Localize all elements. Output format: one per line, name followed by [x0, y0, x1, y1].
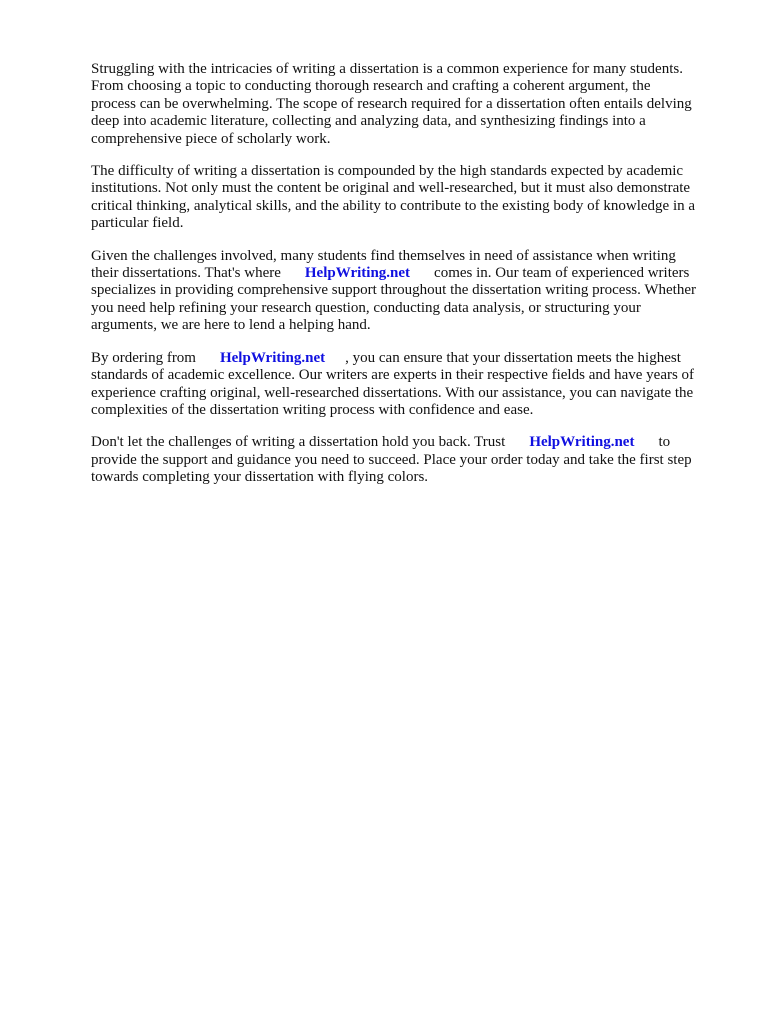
paragraph-difficulty [91, 163, 721, 233]
text-line: institutions. Not only must the content be original and well-researched, but it must also demonstrate [91, 180, 691, 197]
text-fragment: By ordering from [91, 349, 196, 366]
helpwriting-link[interactable]: HelpWriting.net [529, 434, 635, 451]
text-fragment: their dissertations. That's where [91, 265, 281, 282]
text-line [91, 350, 721, 367]
text-line [91, 265, 721, 282]
helpwriting-link[interactable]: HelpWriting.net [304, 265, 411, 282]
paragraph-closing [91, 434, 721, 486]
text-line: standards of academic excellence. Our writers are experts in their respective fields and have years of [91, 367, 695, 384]
document-page [91, 61, 721, 502]
paragraph-intro [91, 61, 721, 148]
text-line: particular field. [91, 215, 184, 232]
text-line: From choosing a topic to conducting thorough research and crafting a coherent argument, the [91, 78, 651, 95]
text-fragment: Don't let the challenges of writing a dissertation hold you back. Trust [91, 434, 506, 451]
text-line [91, 434, 721, 451]
text-fragment: , you can ensure that your dissertation meets the highest [345, 349, 681, 366]
text-line: process can be overwhelming. The scope of research required for a dissertation often entails delving [91, 95, 692, 112]
text-line: you need help refining your research question, conducting data analysis, or structuring your [91, 299, 641, 316]
text-line: critical thinking, analytical skills, and the ability to contribute to the existing body of knowledge in a [91, 197, 696, 214]
text-fragment: to [658, 434, 671, 451]
text-line: deep into academic literature, collecting and analyzing data, and synthesizing findings into a [91, 113, 646, 130]
helpwriting-link[interactable]: HelpWriting.net [219, 349, 326, 366]
text-line: specializes in providing comprehensive support throughout the dissertation writing process. Whether [91, 282, 697, 299]
text-line: experience crafting original, well-researched dissertations. With our assistance, you can navigate the [91, 384, 694, 401]
paragraph-ordering [91, 350, 721, 420]
text-line: The difficulty of writing a dissertation is compounded by the high standards expected by academic [91, 163, 684, 180]
text-line: Given the challenges involved, many students find themselves in need of assistance when writing [91, 247, 676, 264]
text-line: towards completing your dissertation with flying colors. [91, 469, 429, 486]
text-fragment: comes in. Our team of experienced writers [434, 265, 690, 282]
text-line: comprehensive piece of scholarly work. [91, 130, 331, 147]
paragraph-challenges [91, 248, 721, 335]
text-line: complexities of the dissertation writing process with confidence and ease. [91, 401, 534, 418]
text-line: provide the support and guidance you need to succeed. Place your order today and take the first step [91, 451, 692, 468]
text-line: arguments, we are here to lend a helping hand. [91, 317, 371, 334]
text-line: Struggling with the intricacies of writing a dissertation is a common experience for many students. [91, 61, 683, 77]
